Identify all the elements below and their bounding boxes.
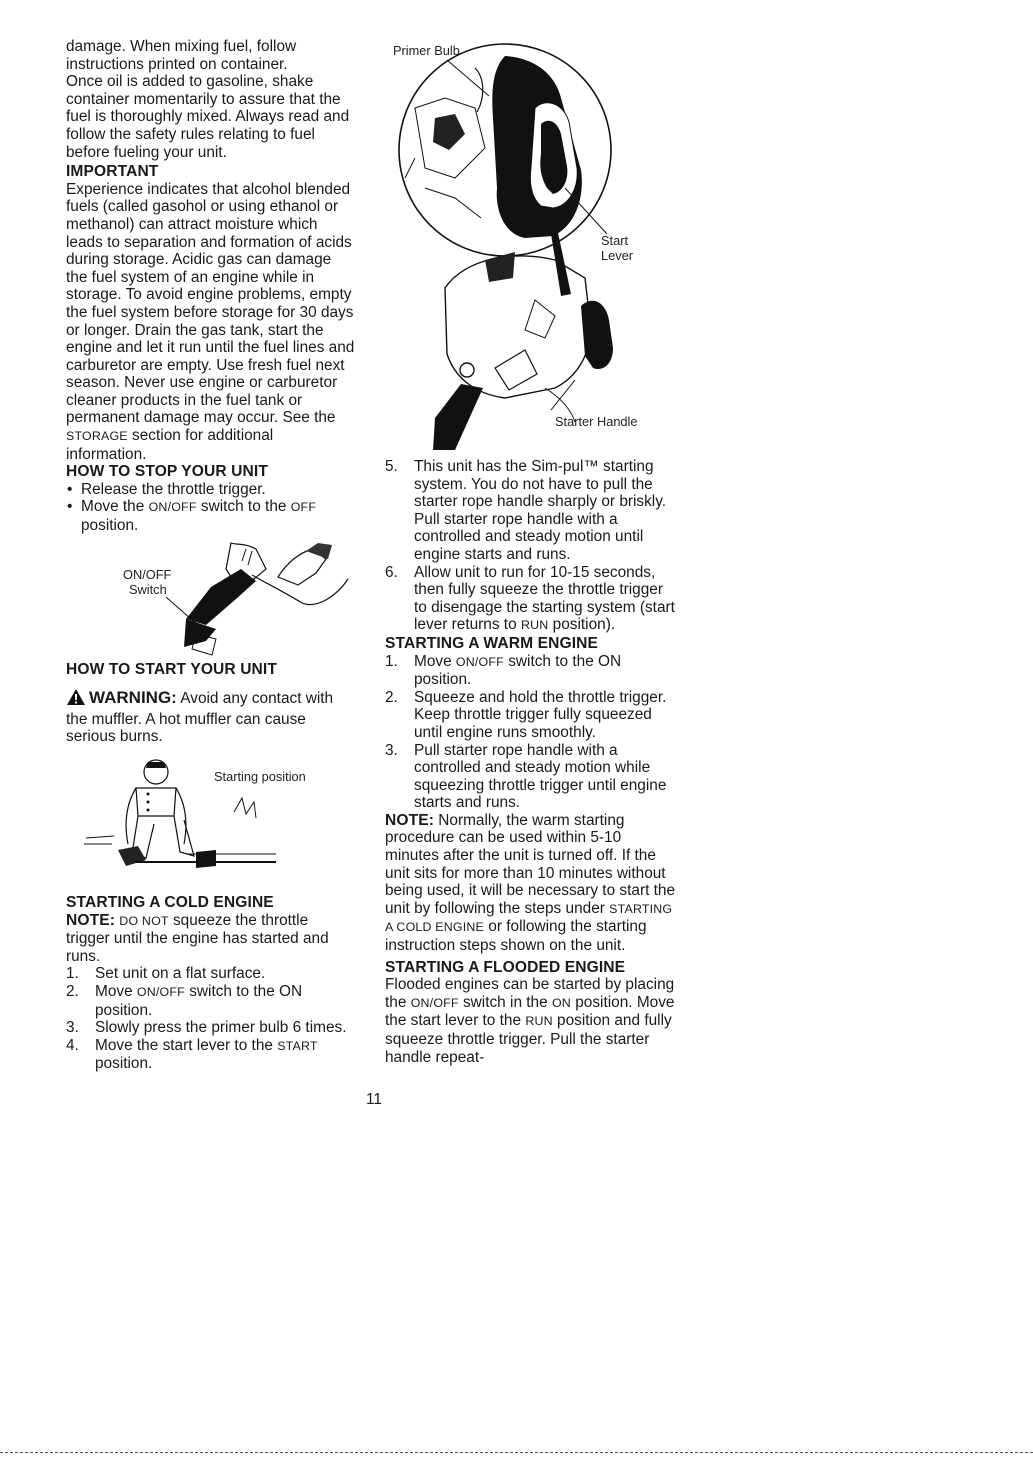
warning-text: Avoid any contact with the muffler. A hot muffler can cause serious burns. — [66, 690, 334, 746]
starter-handle-label: Starter Handle — [555, 414, 638, 429]
cold-step-4: 4. Move the start lever to the START position. — [66, 1036, 318, 1073]
warm-step-2: 2. Squeeze and hold the throttle trigger. Keep throttle trigger fully squeezed until engine runs smoothly. — [385, 688, 667, 741]
step-5: 5. This unit has the Sim-pul™ starting system. You do not have to pull the starter rope handle sharply or briskly. Pull starter rope handle with a controlled and steady motion until engine starts and runs. — [385, 458, 667, 563]
warm-note: NOTE: Normally, the warm starting procedure can be used within 5-10 minutes after the unit is turned off. If the unit sits for more than 10 minutes without being used, it will be necessary to start the unit by following the steps under STARTING A COLD ENGINE or following the starting instruction steps shown on the unit. — [385, 811, 676, 955]
primer-starter-figure — [385, 38, 675, 456]
cold-steps — [66, 965, 356, 1073]
warm-step-1: 1. Move ON/OFF switch to the ON position. — [385, 652, 622, 689]
start-lever-label-2: Lever — [601, 248, 634, 263]
start-steps-continued — [385, 458, 675, 635]
page-number: 11 — [366, 1091, 382, 1108]
page-bottom-rule — [0, 1452, 1033, 1453]
switch-label: Switch — [129, 581, 167, 597]
step-6: 6. Allow unit to run for 10-15 seconds, then fully squeeze the throttle trigger to disengage the starting system (start lever returns to RUN position). — [385, 563, 675, 634]
cold-step-3: 3. Slowly press the primer bulb 6 times. — [66, 1019, 347, 1037]
warm-heading: STARTING A WARM ENGINE — [385, 634, 598, 652]
stop-bullet-2: • Move the ON/OFF switch to the OFF position. — [66, 498, 356, 534]
cold-step-2: 2. Move ON/OFF switch to the ON position. — [66, 982, 303, 1019]
warm-step-3: 3. Pull starter rope handle with a controlled and steady motion while squeezing throttle trigger until engine starts and runs. — [385, 741, 667, 812]
warning-block — [66, 688, 356, 746]
onoff-switch-illustration — [66, 539, 356, 659]
stop-list — [66, 481, 356, 535]
shake-text: Once oil is added to gasoline, shake container momentarily to assure that the fuel is thoroughly mixed. Always read and follow the safety rules relating to fuel before fueling your unit. — [66, 73, 350, 161]
starting-position-label: Starting position — [214, 769, 306, 784]
flooded-text: Flooded engines can be started by placing the ON/OFF switch in the ON position. Move the start lever to the RUN position and fully squeeze throttle trigger. Pull the starter handle repeat- — [385, 976, 675, 1066]
primer-bulb-label: Primer Bulb — [393, 43, 460, 58]
important-text: Experience indicates that alcohol blended fuels (called gasohol or using ethanol or methanol) can attract moisture which leads to separation and formation of acids during storage. Acidic gas can damage the fuel system of an engine while in storage. To avoid engine problems, empty the fuel system before storage for 30 days or longer. Drain the gas tank, start the engine and let it run until the fuel lines and carburetor are empty. Use fresh fuel next season. Never use engine or carburetor cleaner products in the fuel tank or permanent damage may occur. See the STORAGE section for additional information. — [66, 180, 355, 463]
starting-position-illustration — [66, 754, 356, 884]
onoff-switch-figure — [66, 539, 356, 659]
start-heading: HOW TO START YOUR UNIT — [66, 660, 277, 678]
cold-heading: STARTING A COLD ENGINE — [66, 894, 274, 911]
warning-title: WARNING: — [89, 688, 177, 708]
left-column — [66, 38, 356, 1073]
stop-heading: HOW TO STOP YOUR UNIT — [66, 463, 268, 481]
flooded-heading: STARTING A FLOODED ENGINE — [385, 958, 626, 976]
warm-steps — [385, 653, 675, 812]
important-heading: IMPORTANT — [66, 163, 159, 181]
starting-position-figure — [66, 754, 356, 884]
stop-bullet-1: • Release the throttle trigger. — [66, 481, 356, 499]
onoff-label: ON/OFF — [123, 566, 172, 582]
warning-triangle-icon — [66, 688, 86, 711]
cold-note: NOTE: DO NOT squeeze the throttle trigger until the engine has started and runs. — [66, 911, 329, 965]
right-column — [385, 458, 675, 1066]
primer-starter-illustration — [385, 38, 675, 456]
start-lever-label-1: Start — [601, 233, 629, 248]
cold-step-1: 1. Set unit on a flat surface. — [66, 965, 266, 983]
intro-text: damage. When mixing fuel, follow instructions printed on container. — [66, 38, 297, 73]
